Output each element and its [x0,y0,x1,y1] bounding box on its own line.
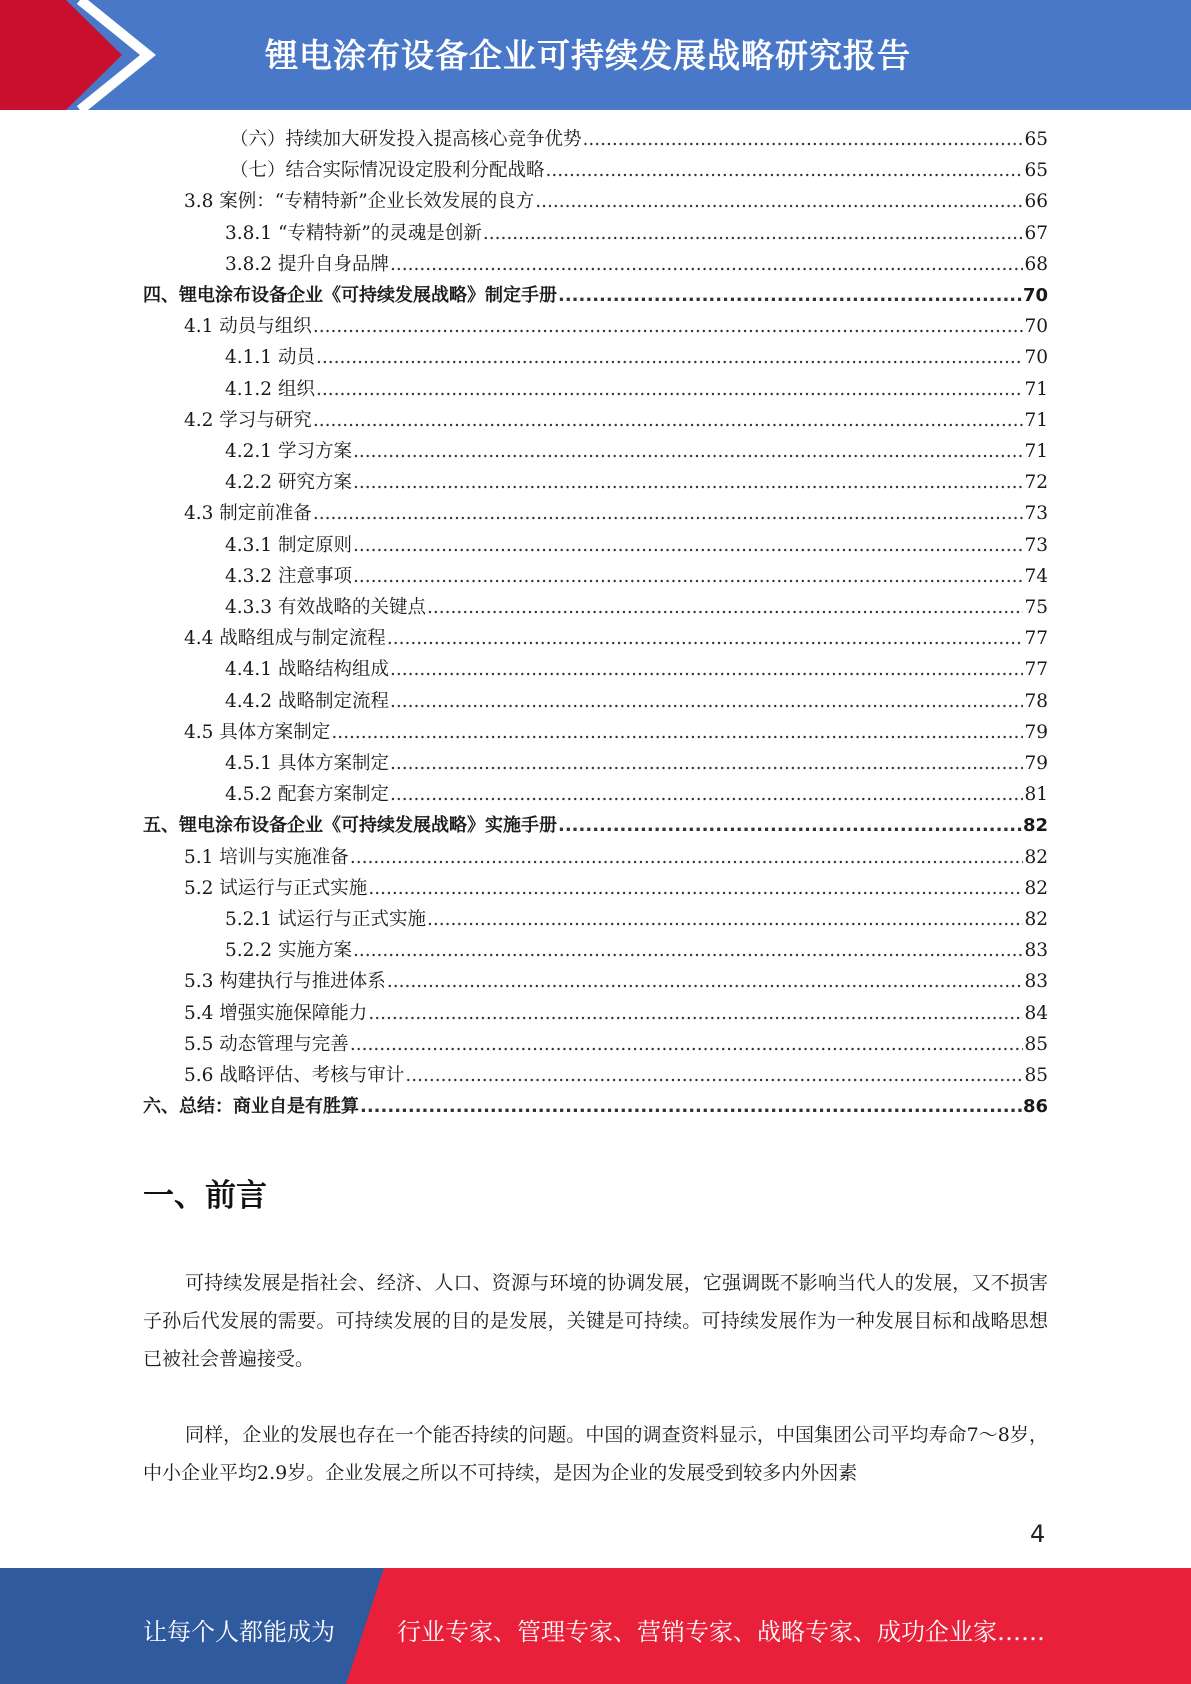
toc-entry[interactable] [225,783,1048,807]
toc-leader-dots [390,253,1023,277]
toc-entry-page: 82 [1024,909,1048,930]
toc-entry[interactable] [225,346,1048,370]
toc-entry-label: 3.8.1 “专精特新”的灵魂是创新 [225,222,482,244]
toc-entry[interactable] [225,658,1048,682]
toc-entry[interactable] [184,1064,1048,1088]
toc-entry-page: 75 [1024,597,1048,618]
toc-entry-label: 3.8 案例：“专精特新”企业长效发展的良方 [184,191,535,213]
section-heading: 一、前言 [143,1178,267,1214]
toc-entry[interactable] [225,534,1048,558]
toc-entry[interactable] [184,409,1048,433]
toc-entry-page: 79 [1024,753,1048,774]
toc-entry-label: （七）结合实际情况设定股利分配战略 [230,160,545,182]
toc-leader-dots [535,190,1023,214]
toc-entry[interactable] [225,253,1048,277]
toc-leader-dots [313,315,1024,339]
toc-entry-page: 70 [1024,347,1048,369]
toc-entry[interactable] [184,970,1048,994]
toc-leader-dots [390,658,1023,682]
toc-entry[interactable] [225,222,1048,246]
toc-entry-label: 4.1.2 组织 [225,378,315,400]
toc-entry-label: 4.1.1 动员 [225,347,315,369]
toc-entry-label: 4.2.2 研究方案 [225,472,352,494]
toc-leader-dots [387,970,1024,994]
toc-leader-dots [427,596,1023,620]
toc-leader-dots [368,877,1023,901]
toc-leader-dots [350,1033,1024,1057]
toc-leader-dots [405,1064,1023,1088]
toc-entry-page: 68 [1024,253,1048,275]
toc-entry-page: 70 [1024,316,1048,338]
toc-leader-dots [390,752,1023,776]
toc-entry[interactable] [184,627,1048,651]
toc-entry-label: 4.3.2 注意事项 [225,565,352,587]
toc-entry[interactable] [184,1033,1048,1057]
toc-entry-label: 4.2 学习与研究 [184,409,312,431]
toc-entry[interactable] [225,939,1048,963]
toc-entry-label: 5.2.1 试运行与正式实施 [225,909,426,930]
toc-entry[interactable] [225,908,1048,932]
page-footer [0,1568,1191,1684]
toc-entry[interactable] [225,690,1048,714]
paragraph: 同样，企业的发展也存在一个能否持续的问题。中国的调查资料显示，中国集团公司平均寿命7～8岁，中小企业平均2.9岁。企业发展之所以不可持续，是因为企业的发展受到较多内外因素 [143,1424,1048,1484]
toc-entry-page: 66 [1024,191,1048,213]
toc-leader-dots [316,378,1024,402]
toc-entry-label: 5.2 试运行与正式实施 [184,877,368,899]
toc-entry[interactable] [225,752,1048,776]
toc-entry-page: 82 [1022,815,1048,837]
toc-entry-label: 五、锂电涂布设备企业《可持续发展战略》实施手册 [143,815,557,837]
toc-entry-label: 5.1 培训与实施准备 [184,846,349,868]
toc-entry[interactable] [184,1002,1048,1026]
toc-entry-page: 85 [1024,1065,1048,1086]
toc-entry-label: 4.2.1 学习方案 [225,441,352,462]
toc-leader-dots [483,222,1024,246]
toc-entry-page: 77 [1024,628,1048,650]
toc-entry-page: 83 [1024,971,1048,993]
toc-leader-dots [313,502,1024,526]
toc-entry[interactable] [184,877,1048,901]
header-arrow-decoration [0,0,160,110]
paragraph: 可持续发展是指社会、经济、人口、资源与环境的协调发展，它强调既不影响当代人的发展，又不损害子孙后代发展的需要。可持续发展的目的是发展，关键是可持续。可持续发展作为一种发展目标和战略思想已被社会普遍接受。 [143,1272,1048,1370]
toc-entry-label: 5.4 增强实施保障能力 [184,1002,368,1024]
toc-entry-page: 71 [1024,441,1048,462]
toc-entry-page: 84 [1024,1002,1048,1024]
toc-entry-label: （六）持续加大研发投入提高核心竞争优势 [230,129,582,150]
toc-entry-label: 4.5 具体方案制定 [184,721,331,743]
toc-entry-label: 3.8.2 提升自身品牌 [225,253,389,275]
toc-leader-dots [350,846,1024,870]
toc-entry[interactable] [184,315,1048,339]
toc-entry-label: 5.5 动态管理与完善 [184,1033,349,1055]
page-number: 4 [1030,1520,1046,1548]
toc-entry[interactable] [184,190,1048,214]
toc-entry-page: 85 [1024,1033,1048,1055]
toc-entry-page: 67 [1024,222,1048,244]
toc-entry-label: 5.3 构建执行与推进体系 [184,971,386,993]
toc-leader-dots [387,627,1024,651]
toc-entry-label: 4.4 战略组成与制定流程 [184,628,386,650]
toc-leader-dots [353,939,1024,963]
toc-leader-dots [390,783,1023,807]
toc-entry-page: 65 [1024,160,1048,182]
toc-entry-page: 81 [1024,784,1048,806]
toc-entry-page: 77 [1024,659,1048,681]
report-title: 锂电涂布设备企业可持续发展战略研究报告 [265,36,911,75]
toc-entry-page: 65 [1024,129,1048,150]
toc-leader-dots [313,409,1024,433]
toc-entry-page: 74 [1024,565,1048,587]
toc-entry-page: 86 [1022,1096,1048,1118]
toc-leader-dots [558,814,1022,838]
toc-entry-label: 4.1 动员与组织 [184,316,312,338]
toc-entry-label: 4.4.2 战略制定流程 [225,690,389,712]
toc-entry[interactable] [143,814,1048,838]
toc-entry-label: 4.5.1 具体方案制定 [225,753,389,774]
toc-leader-dots [558,284,1022,308]
toc-entry-page: 71 [1024,409,1048,431]
toc-leader-dots [546,159,1024,183]
toc-leader-dots [583,128,1024,152]
toc-entry-page: 82 [1024,877,1048,899]
toc-entry-page: 71 [1024,378,1048,400]
toc-leader-dots [353,534,1024,558]
toc-leader-dots [353,440,1024,464]
toc-leader-dots [353,565,1024,589]
toc-entry[interactable] [184,846,1048,870]
toc-leader-dots [360,1095,1022,1119]
toc-entry[interactable] [225,378,1048,402]
toc-entry[interactable] [230,159,1048,183]
toc-leader-dots [427,908,1023,932]
toc-entry[interactable] [225,471,1048,495]
toc-entry-label: 4.3.3 有效战略的关键点 [225,597,426,618]
toc-leader-dots [390,690,1023,714]
toc-entry[interactable] [143,284,1048,308]
toc-entry-label: 5.6 战略评估、考核与审计 [184,1065,405,1086]
toc-leader-dots [368,1002,1023,1026]
toc-entry[interactable] [184,721,1048,745]
toc-entry[interactable] [184,502,1048,526]
toc-entry-page: 83 [1024,940,1048,962]
toc-entry-label: 4.5.2 配套方案制定 [225,784,389,806]
toc-entry-label: 4.4.1 战略结构组成 [225,659,389,681]
toc-entry-page: 70 [1022,285,1048,306]
toc-entry-label: 4.3.1 制定原则 [225,534,352,556]
toc-entry-page: 82 [1024,846,1048,868]
toc-entry[interactable] [230,128,1048,152]
toc-entry-page: 79 [1024,721,1048,743]
toc-entry-label: 5.2.2 实施方案 [225,940,352,962]
toc-leader-dots [316,346,1024,370]
toc-entry[interactable] [225,440,1048,464]
footer-slogan-right: 行业专家、管理专家、营销专家、战略专家、成功企业家…… [397,1618,1045,1646]
toc-entry-label: 六、总结：商业自是有胜算 [143,1096,359,1118]
toc-entry[interactable] [143,1095,1048,1119]
toc-entry-label: 四、锂电涂布设备企业《可持续发展战略》制定手册 [143,285,557,306]
toc-leader-dots [353,471,1024,495]
toc-entry[interactable] [225,565,1048,589]
toc-leader-dots [331,721,1023,745]
toc-entry-page: 78 [1024,690,1048,712]
page-header [0,0,1191,110]
toc-entry[interactable] [225,596,1048,620]
toc-entry-page: 73 [1024,534,1048,556]
toc-entry-page: 73 [1024,503,1048,525]
footer-slogan-left: 让每个人都能成为 [143,1618,335,1646]
toc-entry-label: 4.3 制定前准备 [184,503,312,525]
toc-entry-page: 72 [1024,472,1048,494]
